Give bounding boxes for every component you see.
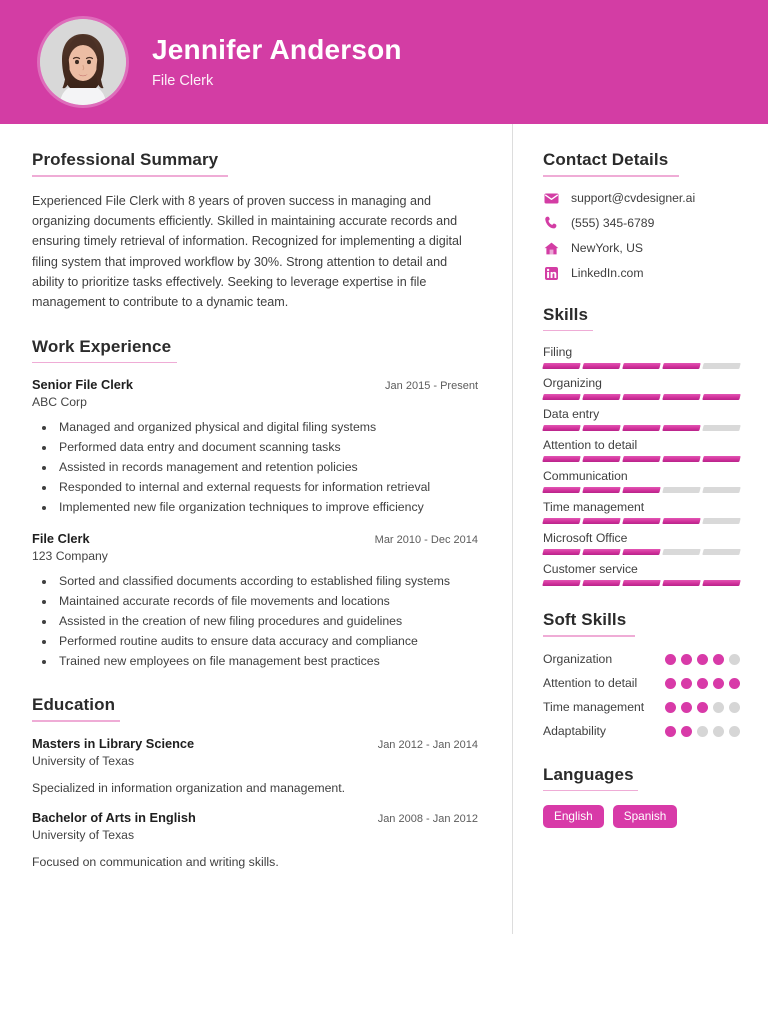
skill-segment — [662, 456, 700, 462]
skill-segment — [662, 549, 700, 555]
skill-label: Microsoft Office — [543, 531, 628, 545]
rating-dot — [697, 654, 708, 665]
skill-label: Time management — [543, 500, 645, 514]
work-entry-company: ABC Corp — [32, 395, 87, 410]
skill-bar — [543, 394, 740, 400]
skill-segment — [542, 363, 580, 369]
soft-skill-rating — [665, 723, 740, 737]
rating-dot — [681, 702, 692, 713]
rating-dot — [697, 702, 708, 713]
envelope-icon — [543, 191, 560, 206]
skill-label: Filing — [543, 345, 573, 359]
soft-skill-row — [543, 651, 740, 668]
section-soft-skills — [543, 610, 740, 741]
work-bullet: • Assisted in records management and retention policies — [56, 458, 478, 478]
skill-segment — [542, 549, 580, 555]
section-title-languages: Languages — [543, 764, 634, 784]
soft-skill-label: Organization — [543, 651, 613, 666]
skill-segment — [622, 394, 660, 400]
skill-segment — [582, 425, 620, 431]
contact-row[interactable] — [543, 191, 740, 206]
skill-segment — [582, 518, 620, 524]
skill-bar — [543, 580, 740, 586]
section-underline — [543, 790, 638, 792]
skill-segment — [702, 549, 740, 555]
soft-skill-row — [543, 675, 740, 692]
skill-segment — [582, 363, 620, 369]
section-skills — [543, 305, 740, 587]
section-title-contact-details: Contact Details — [543, 150, 669, 169]
soft-skill-rating — [665, 651, 740, 665]
rating-dot — [681, 726, 692, 737]
skill-segment — [622, 456, 660, 462]
education-entry-list — [32, 736, 478, 872]
skill-bar — [543, 363, 740, 369]
language-chip: English — [543, 805, 604, 828]
left-column — [0, 124, 512, 934]
work-bullet: • Maintained accurate records of file movements and locations — [56, 592, 478, 612]
education-entry-header — [32, 810, 478, 825]
rating-dot — [665, 678, 676, 689]
skill-item — [543, 376, 740, 400]
education-entry-description: Focused on communication and writing skills. — [32, 855, 279, 870]
work-entry-company: 123 Company — [32, 548, 108, 563]
skill-bar — [543, 518, 740, 524]
rating-dot — [729, 726, 740, 737]
section-underline — [543, 330, 593, 332]
contact-row[interactable] — [543, 266, 740, 281]
skill-segment — [542, 487, 580, 493]
skill-list — [543, 345, 740, 586]
profile-photo-illustration — [40, 19, 126, 105]
skill-segment — [542, 425, 580, 431]
skill-segment — [662, 394, 700, 400]
skill-segment — [662, 580, 700, 586]
work-bullet: • Performed routine audits to ensure data accuracy and compliance — [56, 632, 478, 652]
section-title-work-experience: Work Experience — [32, 336, 172, 356]
linkedin-icon — [543, 266, 560, 281]
soft-skill-label: Time management — [543, 700, 645, 715]
rating-dot — [729, 654, 740, 665]
education-entry-date: Jan 2012 - Jan 2014 — [377, 738, 478, 751]
work-bullet: • Performed data entry and document scanning tasks — [56, 438, 478, 458]
skill-segment — [622, 487, 660, 493]
skill-segment — [702, 487, 740, 493]
section-underline — [543, 175, 679, 177]
rating-dot — [713, 702, 724, 713]
skill-label: Data entry — [543, 407, 600, 421]
contact-list — [543, 191, 740, 281]
skill-bar — [543, 549, 740, 555]
skill-segment — [702, 394, 740, 400]
language-chip-list — [543, 805, 740, 828]
soft-skill-row — [543, 699, 740, 716]
education-entry-degree: Bachelor of Arts in English — [32, 810, 196, 826]
skill-label: Customer service — [543, 562, 638, 576]
skill-item — [543, 438, 740, 462]
skill-segment — [582, 394, 620, 400]
rating-dot — [681, 678, 692, 689]
work-entry-header — [32, 531, 478, 546]
right-column — [513, 124, 768, 934]
language-chip: Spanish — [613, 805, 678, 828]
skill-bar — [543, 487, 740, 493]
work-entry — [32, 377, 478, 518]
work-bullet: • Implemented new file organization techniques to improve efficiency — [56, 498, 478, 518]
section-contact-details — [543, 150, 740, 281]
contact-value: (555) 345-6789 — [571, 216, 655, 230]
skill-label: Communication — [543, 469, 628, 483]
soft-skill-rating — [665, 675, 740, 689]
work-bullet: • Sorted and classified documents according to established filing systems — [56, 572, 478, 592]
section-title-education: Education — [32, 695, 116, 715]
section-languages — [543, 765, 740, 829]
soft-skill-row — [543, 723, 740, 740]
work-entry-bullets — [32, 418, 478, 518]
skill-segment — [622, 363, 660, 369]
soft-skill-label: Attention to detail — [543, 675, 638, 690]
rating-dot — [713, 654, 724, 665]
skill-bar — [543, 456, 740, 462]
work-entry-header — [32, 377, 478, 392]
work-entry-date: Mar 2010 - Dec 2014 — [374, 533, 478, 546]
rating-dot — [697, 678, 708, 689]
section-underline — [32, 362, 177, 364]
contact-row[interactable] — [543, 216, 740, 231]
education-entry-date: Jan 2008 - Jan 2012 — [377, 813, 478, 826]
professional-summary-text: Experienced File Clerk with 8 years of proven success in managing and organizing documents efficiently. Skilled in maintaining accurate records and ensuring timely retrieval of information. Recognized for implementing a digital filing system that improved workflow by 30%. Strong attention to detail and ability to prioritize tasks effectively. Seeking to leverage expertise in file management to contribute to a dynamic team. — [32, 193, 462, 310]
section-title-soft-skills: Soft Skills — [543, 610, 627, 629]
section-education — [32, 695, 478, 871]
skill-label: Attention to detail — [543, 438, 638, 452]
skill-item — [543, 500, 740, 524]
skill-segment — [662, 425, 700, 431]
rating-dot — [681, 654, 692, 665]
work-entry-date: Jan 2015 - Present — [385, 380, 478, 393]
work-bullet: • Responded to internal and external requests for information retrieval — [56, 478, 478, 498]
rating-dot — [665, 726, 676, 737]
work-entry-title: Senior File Clerk — [32, 377, 133, 393]
work-entry-bullets — [32, 572, 478, 672]
skill-segment — [702, 580, 740, 586]
skill-segment — [622, 425, 660, 431]
soft-skill-rating — [665, 699, 740, 713]
work-entry-title: File Clerk — [32, 530, 90, 546]
skill-segment — [662, 487, 700, 493]
work-entry — [32, 531, 478, 672]
skill-segment — [662, 518, 700, 524]
candidate-role: File Clerk — [152, 72, 214, 89]
rating-dot — [713, 678, 724, 689]
section-work-experience — [32, 337, 478, 672]
skill-segment — [702, 518, 740, 524]
skill-segment — [582, 549, 620, 555]
skill-segment — [582, 487, 620, 493]
skill-segment — [622, 549, 660, 555]
skill-segment — [622, 518, 660, 524]
resume-header — [0, 0, 768, 124]
work-entry-list — [32, 377, 478, 671]
header-text-block — [152, 35, 402, 89]
section-title-professional-summary: Professional Summary — [32, 150, 219, 169]
skill-label: Organizing — [543, 376, 602, 390]
resume-body — [0, 124, 768, 934]
rating-dot — [729, 702, 740, 713]
work-bullet: • Assisted in the creation of new filing procedures and guidelines — [56, 612, 478, 632]
avatar — [40, 19, 126, 105]
section-underline — [32, 175, 228, 177]
skill-segment — [702, 456, 740, 462]
contact-value: NewYork, US — [571, 241, 644, 255]
skill-segment — [622, 580, 660, 586]
education-entry-school: University of Texas — [32, 828, 135, 843]
section-underline — [32, 720, 120, 722]
soft-skill-label: Adaptability — [543, 724, 607, 739]
section-professional-summary — [32, 150, 478, 313]
education-entry — [32, 810, 478, 871]
rating-dot — [729, 678, 740, 689]
education-entry-degree: Masters in Library Science — [32, 735, 195, 751]
education-entry-header — [32, 736, 478, 751]
section-underline — [543, 635, 635, 637]
skill-item — [543, 345, 740, 369]
candidate-name: Jennifer Anderson — [152, 34, 402, 66]
rating-dot — [697, 726, 708, 737]
skill-segment — [542, 518, 580, 524]
phone-icon — [543, 216, 560, 231]
rating-dot — [713, 726, 724, 737]
education-entry — [32, 736, 478, 797]
education-entry-description: Specialized in information organization and management. — [32, 780, 346, 795]
skill-segment — [702, 363, 740, 369]
skill-segment — [582, 580, 620, 586]
home-icon — [543, 241, 560, 256]
skill-segment — [542, 456, 580, 462]
section-title-skills: Skills — [543, 304, 589, 324]
contact-row[interactable] — [543, 241, 740, 256]
skill-item — [543, 469, 740, 493]
skill-item — [543, 531, 740, 555]
skill-item — [543, 407, 740, 431]
work-bullet: • Managed and organized physical and digital filing systems — [56, 418, 478, 438]
work-bullet: • Trained new employees on file management best practices — [56, 652, 478, 672]
skill-segment — [542, 580, 580, 586]
rating-dot — [665, 702, 676, 713]
skill-segment — [582, 456, 620, 462]
education-entry-school: University of Texas — [32, 753, 135, 768]
skill-segment — [542, 394, 580, 400]
skill-segment — [702, 425, 740, 431]
contact-value: support@cvdesigner.ai — [571, 191, 696, 205]
rating-dot — [665, 654, 676, 665]
skill-bar — [543, 425, 740, 431]
contact-value: LinkedIn.com — [571, 266, 644, 280]
skill-segment — [662, 363, 700, 369]
soft-skill-list — [543, 651, 740, 741]
skill-item — [543, 562, 740, 586]
